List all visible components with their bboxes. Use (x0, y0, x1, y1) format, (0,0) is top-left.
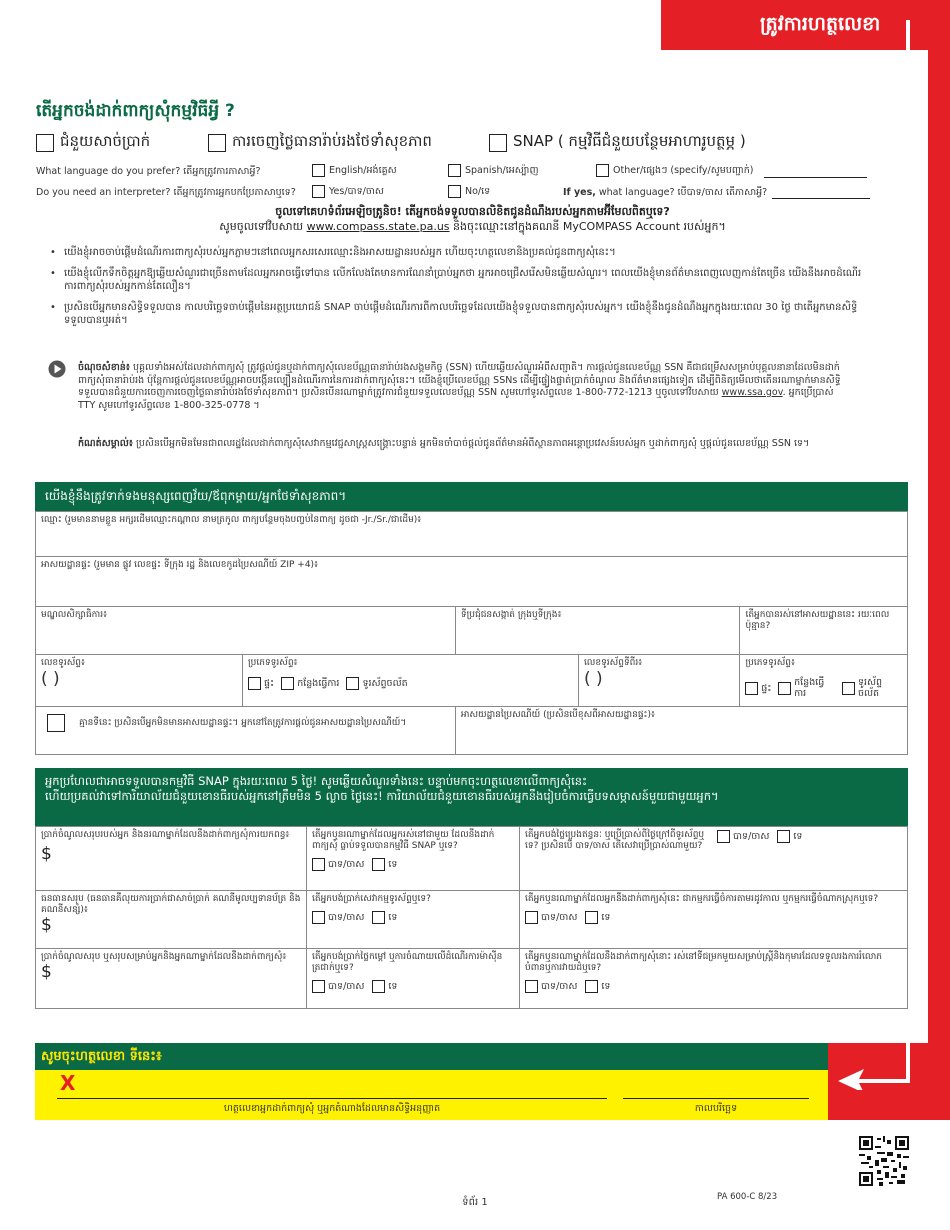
if-yes-bold: If yes, (563, 187, 596, 198)
sign-here-banner-text: ត្រូវការហត្ថលេខា (760, 13, 881, 35)
english-checkbox[interactable] (312, 164, 325, 177)
name-label: ឈ្មោះ (រួមមាននាមខ្លួន អក្សរដើមឈ្មោះកណ្ដាល នាមត្រកូល ពាក្យបន្ថែមចុងបញ្ចប់នៃពាក្យ ដូចជា -Jr./Sr./ជាដើម)៖ (41, 515, 422, 525)
phone1-work-checkbox[interactable] (281, 677, 294, 690)
health-checkbox[interactable] (208, 134, 226, 152)
phone1-field[interactable] (36, 655, 243, 707)
farmworker-yes-checkbox[interactable] (525, 911, 538, 924)
phone2-type-label: ប្រភេទទូរស័ព្ទ៖ (745, 658, 795, 668)
cash-checkbox[interactable] (36, 134, 54, 152)
address-label: អាសយដ្ឋានផ្ទះ (រួមមាន ផ្លូវ លេខផ្ទះ ទីក្រុង រដ្ឋ និងលេខកូដប្រៃសណីយ៍ ZIP +4)៖ (41, 560, 319, 570)
important-title: ចំណុចសំខាន់៖ (78, 362, 130, 373)
note-text: ប្រសិនបើអ្នកមិនមែនជាពលរដ្ឋដែលដាក់ពាក្យសុំសេវាកម្មវេជ្ជសាស្ត្រសង្គ្រោះបន្ទាន់ អ្នកមិនចាំបាច់ផ្ដល់ជូនព័ត៌មានអំពីស្ថានភាពអន្តោប្រវេសន៍របស់អ្នក ឬដាក់ពាក្យសុំ ឬផ្ដល់ជូនលេខប័ណ្ណ SSN ទេ។ (132, 438, 810, 449)
phone-bill-label: តើអ្នកបង់ប្រាក់សេវាកម្មទូរស័ព្ទឬទេ? (312, 894, 431, 904)
phone2-cell-checkbox[interactable] (842, 682, 855, 695)
contact-section-title: យើងខ្ញុំនឹងត្រូវទាក់ទងមនុស្សពេញវ័យ/ឪពុកម្ដាយ/អ្នកថែទាំសុខភាព។ (45, 489, 347, 503)
utilities-label: តើអ្នកបង់ថ្លៃប្រេងឥន្ធនៈ ឬប្រើប្រាស់ពីថ្ងៃក្រៅពីទូរស័ព្ទឬទេ? ប្រសិនបើ បាទ/ចាស តើសេវាប្រើប្រាស់ណាមួយ? (525, 830, 705, 851)
phone1-label: លេខទូរស័ព្ទ៖ (41, 658, 85, 668)
heating-yes-label: បាទ/ចាស (328, 981, 365, 992)
heating-no-label: ទេ (388, 981, 398, 992)
prior-snap-no-label: ទេ (388, 859, 398, 870)
municipality-label: ទីប្រជុំជនសង្កាត់ ក្រុងឬទីក្រុង៖ (460, 610, 562, 620)
phone2-field[interactable] (578, 655, 740, 707)
prior-snap-yes-checkbox[interactable] (312, 858, 325, 871)
phone1-type-field (243, 655, 579, 707)
homeless-field (36, 707, 456, 755)
note-title: កំណត់សម្គាល់៖ (78, 438, 133, 449)
english-label: English/អង់គ្លេស (329, 164, 397, 176)
resources-label: ធនធានសរុប (ធនធានគឺលុយការប្រាក់ជាសាច់ប្រាក់ គណនីមូលប្បទានប័ត្រ និងគណនីសន្សំ)៖ (41, 894, 301, 915)
phone1-cell-label: ទូរស័ព្ទចល័ត (362, 678, 408, 689)
signature-header (35, 1043, 828, 1070)
address-field[interactable] (36, 557, 908, 607)
snap-section-title2: ហើយប្រគល់វាទៅការិយាល័យជំនួយខោនធីរបស់អ្នកនៅត្រឹមមិន 5 ល្ងាច ថ្ងៃនេះ! ការិយាល័យជំនួយខោនធីរបស់អ្នកនឹងរៀបចំការធ្វើបទសម្ភាសន៍មួយជាមួយអ្នក។ (45, 789, 719, 803)
shelter-yes-checkbox[interactable] (525, 980, 538, 993)
resources-field[interactable] (36, 891, 307, 949)
phone2-type-field (740, 655, 908, 707)
phone-bill-yes-checkbox[interactable] (312, 911, 325, 924)
snap-checkbox[interactable] (489, 134, 507, 152)
phone2-work-checkbox[interactable] (778, 682, 791, 695)
farmworker-no-checkbox[interactable] (585, 911, 598, 924)
other-language-label: Other/ផ្សេងៗ (specify/សូមបញ្ជាក់) (613, 164, 754, 176)
snap-label: SNAP ( កម្មវិធីជំនួយបន្ថែមអាហារូបត្ថម្ភ ) (513, 132, 746, 150)
heating-yes-checkbox[interactable] (312, 980, 325, 993)
red-frame-bar (928, 0, 950, 1120)
signature-title: សូមចុះហត្ថលេខា ទីនេះ៖ (41, 1049, 162, 1064)
shelter-yes-label: បាទ/ចាស (541, 981, 578, 992)
ssa-link[interactable]: www.ssa.gov (721, 387, 783, 398)
income-label: ប្រាក់ចំណូលសរុបរបស់អ្នក និងនរណាម្នាក់ដែលនឹងដាក់ពាក្យសុំការយកពន្ធ៖ (41, 830, 290, 840)
contact-section-header (35, 482, 908, 511)
interpreter-no-label: No/ទេ (465, 185, 491, 197)
compass-link[interactable]: www.compass.state.pa.us (306, 220, 450, 233)
farmworker-no-label: ទេ (601, 912, 611, 923)
utilities-no-checkbox[interactable] (777, 830, 790, 843)
interpreter-question: Do you need an interpreter? តើអ្នកត្រូវការអ្នកបកប្រែភាសាឬទេ? (36, 187, 296, 198)
spanish-checkbox[interactable] (448, 164, 461, 177)
phone2-home-checkbox[interactable] (745, 682, 758, 695)
how-long-label: តើអ្នកបានរស់នៅអាសយដ្ឋាននេះ រយៈពេលប៉ុន្មាន? (745, 610, 890, 631)
homeless-checkbox[interactable] (47, 714, 65, 732)
phone1-work-label: កន្លែងធ្វើការ (297, 678, 340, 689)
phone-bill-no-label: ទេ (388, 912, 398, 923)
date-label: កាលបរិច្ឆេទ (694, 1103, 738, 1114)
go-paperless-line1: ចូលទៅគេហទំព័រអេឡិចត្រូនិច! តើអ្នកចង់ទទួលបានលិខិតជូនដំណឹងរបស់អ្នកតាមអ៊ីមែលពិតឬទេ? (275, 205, 670, 218)
income-field[interactable] (36, 827, 307, 891)
homeless-label: គ្មានទីនេះ ប្រសិនបើអ្នកមិនមានអាសយដ្ឋានផ្ទះ។ អ្នកនៅតែត្រូវការផ្ដល់ជូនអាសយដ្ឋានប្រៃសណីយ៍។ (79, 717, 407, 728)
prior-snap-no-checkbox[interactable] (372, 858, 385, 871)
phone2-label: លេខទូរស័ព្ទទីពីរ៖ (583, 658, 643, 668)
other-language-line[interactable] (764, 177, 867, 178)
phone2-home-label: ផ្ទះ (761, 682, 772, 694)
heating-no-checkbox[interactable] (372, 980, 385, 993)
prior-snap-yes-label: បាទ/ចាស (328, 859, 365, 870)
interpreter-no-checkbox[interactable] (448, 185, 461, 198)
phone1-home-label: ផ្ទះ (264, 678, 275, 689)
mailing-address-field[interactable] (455, 707, 907, 755)
snap-table (35, 826, 908, 1009)
go-paperless-post: និងចុះឈ្មោះនៅក្នុងគណនី MyCOMPASS Account របស់អ្នក។ (449, 220, 726, 233)
heating-label: តើអ្នកបង់ប្រាក់ថ្លៃកម្ដៅ ឬការចំណាយលើដំណើរការម៉ាស៊ីនត្រជាក់ឬទេ? (312, 952, 503, 973)
phone1-type-label: ប្រភេទទូរស័ព្ទ៖ (248, 658, 298, 668)
utilities-yes-checkbox[interactable] (717, 830, 730, 843)
signature-line (57, 1098, 607, 1099)
interpreter-yes-checkbox[interactable] (312, 185, 325, 198)
how-long-field[interactable] (740, 607, 908, 655)
phone1-cell-checkbox[interactable] (346, 677, 359, 690)
shelter-no-checkbox[interactable] (585, 980, 598, 993)
form-number: PA 600-C 8/23 (717, 1192, 778, 1202)
municipality-field[interactable] (455, 607, 740, 655)
resources-dollar: $ (41, 915, 52, 935)
bullet-item: យើងខ្ញុំអាចចាប់ផ្ដើមដំណើរការពាក្យសុំរបស់អ្នកភ្លាមៗនៅពេលអ្នកសរសេរឈ្មោះនិងអាសយដ្ឋានរបស់អ្នក ហើយចុះហត្ថលេខានិងប្រគល់ជូនពាក្យសុំនេះ។ (64, 247, 616, 258)
go-paperless-pre: សូមចូលទៅវិបសាយ (219, 220, 307, 233)
if-yes-label: what language? បើបាទ/ចាស តើភាសាអ្វី? (595, 187, 768, 198)
important-text2: . អ្នកប្រើប្រាស់ TTY សូមហៅទូរស័ព្ទលេខ 1-800-325-0778 ។ (78, 387, 834, 411)
mailing-address-label: អាសយដ្ឋានប្រៃសណីយ៍ (ប្រសិនបើខុសពីអាសយដ្ឋានផ្ទះ)៖ (460, 710, 655, 720)
program-question: តើអ្នកចង់ដាក់ពាក្យសុំកម្មវិធីអ្វី ? (36, 101, 235, 121)
prior-snap-label: តើអ្នកឬនរណាម្នាក់ដែលអ្នករស់នៅជាមួយ ដែលនឹងដាក់ពាក្យសុំ ធ្លាប់ទទួលបានកម្មវិធី SNAP ឬទេ? (312, 830, 495, 851)
snap-section-header (35, 768, 908, 826)
county-field[interactable] (36, 607, 456, 655)
important-text: បុគ្គលទាំងអស់ដែលដាក់ពាក្យសុំ ត្រូវផ្ដល់ជូនឬដាក់ពាក្យសុំលេខប័ណ្ណធានារ៉ាប់រងសង្គមកិច្ច (SSN) ហើយឆ្លើយសំណួរអំពីសញ្ជាតិ។ ការផ្ដល់ជូនលេខប័ណ្ណ SSN គឺជាជម្រើសសម្រាប់បុគ្គលនានាដែលមិនដាក់ពាក្យសុំធានារ៉ាប់រង ប៉ុន្តែការផ្ដល់ជូនលេខប័ណ្ណអាចបង្កើនល្បឿនដំណើរការនៃការដាក់ពាក្យសុំនេះ។ យើងខ្ញុំប្រើលេខប័ណ្ណ SSNs ដើម្បីផ្ទៀងផ្ទាត់ប្រាក់ចំណូល និងព័ត៌មានផ្សេងទៀត ដើម្បីពិនិត្យមើលថាតើនរណាម្នាក់មានសិទ្ធិទទួលបានជំនួយការចេញការចេញថ្លៃធានារ៉ាប់រងថែទាំសុខភាព។ ប្រសិនបើនរណាម្នាក់ត្រូវការជំនួយទទួលលេខប័ណ្ណ SSN សូមហៅទូរស័ព្ទលេខ 1-800-772-1213 ឬចូលទៅវិបសាយ (78, 362, 841, 398)
signature-x: X (60, 1071, 76, 1095)
contact-table (35, 511, 908, 755)
signature-label: ហត្ថលេខាអ្នកដាក់ពាក្យសុំ ឬអ្នកតំណាងដែលមានសិទ្ធិអនុញ្ញាត (223, 1103, 441, 1114)
bullet-item: ប្រសិនបើអ្នកមានសិទ្ធិទទួលបាន កាលបរិច្ឆេទចាប់ផ្ដើមនៃអត្ថប្រយោជន៍ SNAP ចាប់ផ្ដើមដំណើរការពីកាលបរិច្ឆេទដែលយើងខ្ញុំទទួលបានពាក្យសុំរបស់អ្នក។ យើងខ្ញុំនឹងជូនដំណឹងអ្នកក្នុងរយៈពេល 30 ថ្ងៃ ថាតើអ្នកមានសិទ្ធិទទួលបានឬអត់។ (64, 302, 858, 326)
county-label: មណ្ឌលសិក្សាធិការ៖ (41, 610, 108, 620)
health-label: ការចេញថ្លៃធានារ៉ាប់រងថែទាំសុខភាព (232, 132, 432, 150)
interpreter-language-line[interactable] (772, 198, 870, 199)
phone-bill-no-checkbox[interactable] (372, 911, 385, 924)
date-line (623, 1098, 809, 1099)
snap-section-title1: អ្នកប្រហែលជាអាចទទួលបានកម្មវិធី SNAP ក្នុងរយៈពេល 5 ថ្ងៃ! សូមឆ្លើយសំណួរទាំងនេះ បន្ទាប់មកចុះហត្ថលេខាលើពាក្យសុំនេះ (45, 774, 588, 788)
interpreter-yes-label: Yes/បាទ/ចាស (329, 185, 384, 197)
phone2-area-code: ( ) (583, 669, 603, 689)
rent-dollar: $ (41, 962, 52, 982)
rent-label: ប្រាក់ចំណូលសរុប ឬសរុបសម្រាប់អ្នកនិងអ្នកណាម្នាក់ដែលនឹងដាក់ពាក្យសុំ៖ (41, 952, 287, 962)
page-number: ទំព័រ 1 (462, 1197, 488, 1208)
phone2-work-label: កន្លែងធ្វើការ (794, 677, 825, 699)
cash-label: ជំនួយសាច់ប្រាក់ (60, 132, 151, 150)
play-arrow-icon (48, 360, 66, 378)
phone1-area-code: ( ) (41, 669, 60, 689)
farmworker-yes-label: បាទ/ចាស (541, 912, 578, 923)
shelter-no-label: ទេ (601, 981, 611, 992)
spanish-label: Spanish/អេស្ប៉ាញ (465, 164, 539, 176)
utilities-no-label: ទេ (793, 831, 803, 842)
bullet-item: យើងខ្ញុំលើកទឹកចិត្តអ្នកឱ្យឆ្លើយសំណួរជាច្រើនតាមដែលអ្នកអាចធ្វើទៅបាន លើកលែងតែមានការណែនាំប្រាប់អ្នកថា អ្នកអាចជ្រើសរើសមិនឆ្លើយសំណួរ។ ពេលយើងខ្ញុំមានព័ត៌មានពេញលេញកាន់តែច្រើន យើងនឹងអាចដំណើរការពាក្យសុំរបស់អ្នកកាន់តែលឿន។ (64, 268, 862, 292)
phone-bill-yes-label: បាទ/ចាស (328, 912, 365, 923)
utilities-yes-label: បាទ/ចាស (733, 831, 770, 842)
rent-field[interactable] (36, 949, 307, 1009)
phone1-home-checkbox[interactable] (248, 677, 261, 690)
shelter-label: តើអ្នកឬនរណាម្នាក់ដែលនឹងដាក់ពាក្យសុំនោះ រស់នៅទីជម្រកមួយសម្រាប់ស្ត្រីនិងកុមារដែលទទួលរងការរំលោភបំពានឬការវាយដំឬទេ? (525, 952, 883, 973)
income-dollar: $ (41, 844, 52, 864)
name-field[interactable] (36, 512, 908, 557)
phone2-cell-label: ទូរស័ព្ទចល័ត (857, 677, 883, 699)
other-language-checkbox[interactable] (596, 164, 609, 177)
language-question: What language do you prefer? តើអ្នកត្រូវការភាសាអ្វី? (36, 166, 261, 177)
qr-code-icon (859, 1136, 909, 1186)
farmworker-label: តើអ្នកឬនរណាម្នាក់ដែលអ្នកនឹងដាក់ពាក្យសុំនេះ ជាកម្មករធ្វើចំការតាមរដូវកាល ឬកម្មករធ្វើចំណាកស្រុកឬទេ? (525, 894, 879, 904)
